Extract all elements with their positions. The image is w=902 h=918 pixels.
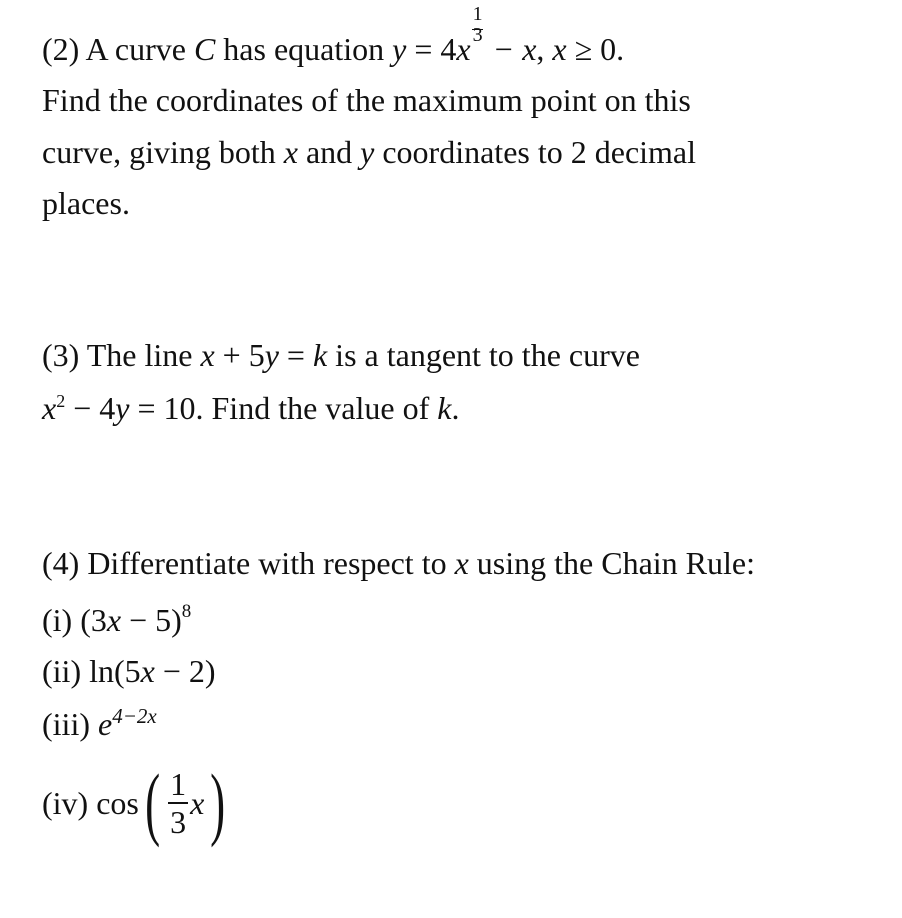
var-k: k — [437, 390, 452, 426]
q4-part-iii — [42, 704, 157, 742]
expr: − 2) — [154, 653, 216, 689]
q3-text: is a tangent to the curve — [327, 337, 640, 373]
q3-text: = 10. Find the value of — [129, 390, 438, 426]
q2-text: and — [297, 134, 361, 170]
exponent-fraction — [471, 3, 485, 60]
right-paren: ) — [210, 757, 226, 848]
denominator: 3 — [170, 804, 187, 840]
var-y: y — [360, 134, 375, 170]
q4-text: (4) Differentiate with respect to — [42, 545, 455, 581]
q4-heading — [42, 547, 755, 579]
q2-line-2 — [42, 84, 691, 116]
q3-text: . — [451, 390, 460, 426]
q2-text: Find the coordinates of the maximum point on this — [42, 82, 691, 118]
comma: , — [536, 31, 553, 67]
var-x: x — [106, 602, 122, 638]
expr: ln(5 — [89, 653, 141, 689]
q3-text: − 4 — [65, 390, 116, 426]
q2-line-1 — [42, 3, 625, 67]
var-x: x — [454, 545, 469, 581]
var-x: x — [456, 31, 471, 67]
var-k: k — [312, 337, 328, 373]
left-paren: ( — [145, 757, 161, 848]
condition: ≥ 0. — [566, 31, 625, 67]
q2-text: coordinates to 2 decimal — [374, 134, 697, 170]
q2-text: curve, giving both — [42, 134, 284, 170]
q2-text: has equation — [215, 31, 393, 67]
numerator: 1 — [170, 766, 187, 802]
q3-text: (3) The line — [42, 337, 201, 373]
minus-x: − x — [484, 31, 537, 67]
q3-text: + 5 — [214, 337, 265, 373]
var-y: y — [392, 31, 407, 67]
q3-line-1 — [42, 339, 640, 371]
var-x: x — [200, 337, 215, 373]
exp-denominator: 3 — [472, 24, 483, 46]
part-label: (ii) — [42, 653, 90, 689]
q4-part-iv — [42, 757, 232, 848]
q4-text: using the Chain Rule: — [468, 545, 755, 581]
var-x: x — [283, 134, 298, 170]
q2-line-4 — [42, 187, 130, 219]
expr: − 5) — [121, 602, 182, 638]
exponent: 4−2x — [112, 704, 157, 728]
curve-name: C — [193, 31, 216, 67]
exponent: 2 — [56, 391, 66, 411]
part-label: (iii) — [42, 706, 98, 742]
var-x: x — [42, 390, 57, 426]
expr: (3 — [80, 602, 107, 638]
var-x: x — [552, 31, 567, 67]
var-x: x — [140, 653, 155, 689]
part-label: (iv) cos — [42, 785, 139, 821]
q2-text: places. — [42, 185, 130, 221]
var-y: y — [115, 390, 130, 426]
q2-text: (2) A curve — [42, 31, 194, 67]
exp-numerator: 1 — [472, 3, 483, 25]
q2-line-3 — [42, 136, 696, 168]
exponent: 8 — [181, 601, 192, 622]
q4-part-ii — [42, 655, 216, 687]
q3-line-2 — [42, 392, 459, 424]
q2-eq: = 4 — [406, 31, 457, 67]
fraction — [168, 768, 188, 838]
q3-text: = — [278, 337, 313, 373]
base-e: e — [97, 706, 113, 742]
q4-part-i — [42, 601, 192, 638]
var-x: x — [190, 785, 205, 821]
var-y: y — [264, 337, 279, 373]
part-label: (i) — [42, 602, 81, 638]
